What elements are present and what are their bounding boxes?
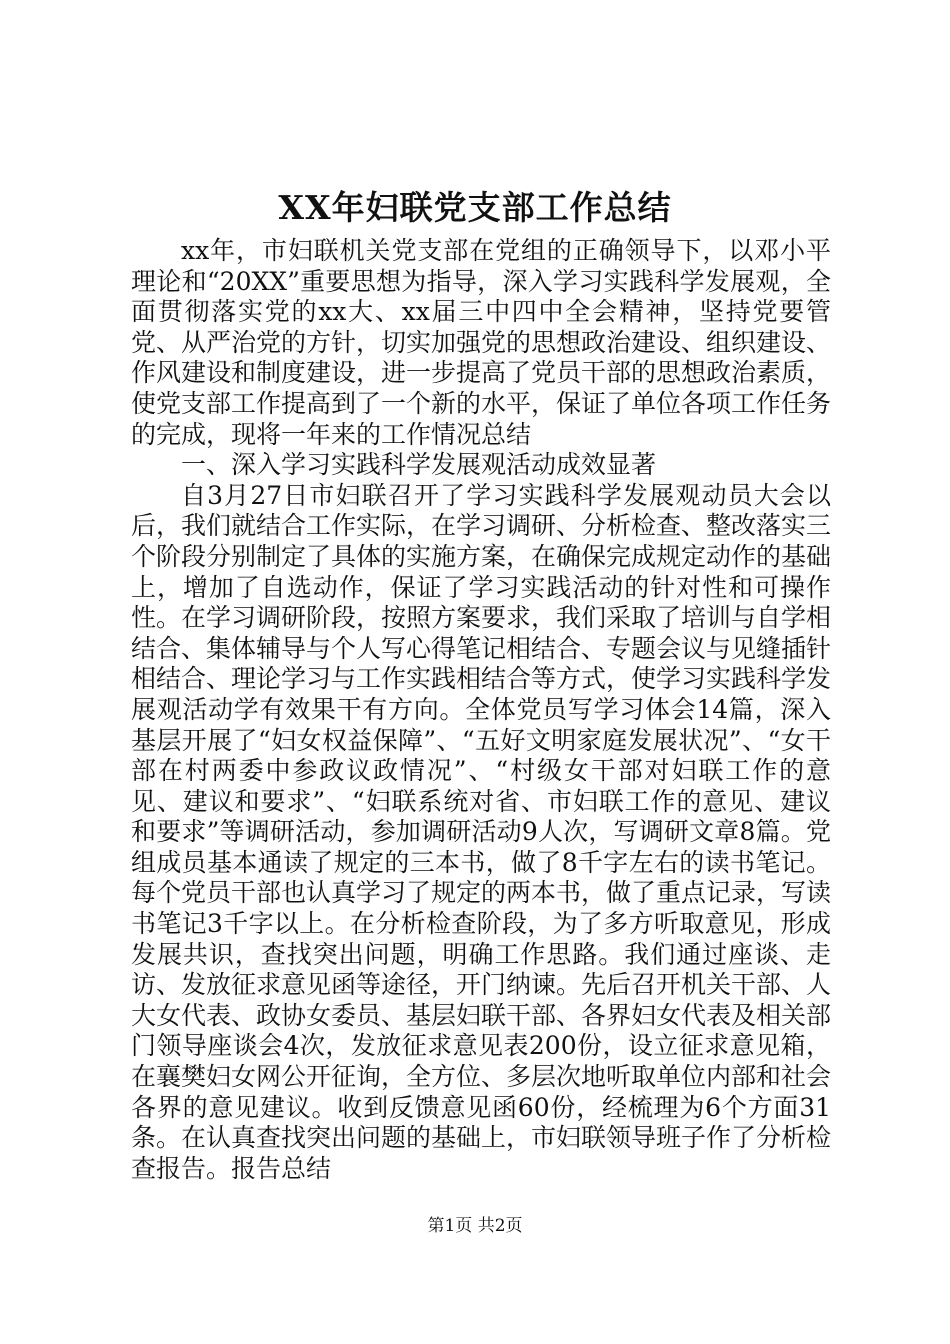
paragraph-intro: xx年，市妇联机关党支部在党组的正确领导下，以邓小平理论和“20XX”重要思想为指导，深入学习实践科学发展观，全面贯彻落实党的xx大、xx届三中四中全会精神，坚持党要管党、从严治党的方针，切实加强党的思想政治建设、组织建设、作风建设和制度建设，进一步提高了党员干部的思想政治素质，使党支部工作提高到了一个新的水平，保证了单位各项工作任务的完成，现将一年来的工作情况总结	[131, 236, 832, 449]
document-body	[131, 236, 831, 1184]
paragraph-section-one: 自3月27日市妇联召开了学习实践科学发展观动员大会以后，我们就结合工作实际，在学习调研、分析检查、整改落实三个阶段分别制定了具体的实施方案，在确保完成规定动作的基础上，增加了自选动作，保证了学习实践活动的针对性和可操作性。在学习调研阶段，按照方案要求，我们采取了培训与自学相结合、集体辅导与个人写心得笔记相结合、专题会议与见缝插针相结合、理论学习与工作实践相结合等方式，使学习实践科学发展观活动学有效果干有方向。全体党员写学习体会14篇，深入基层开展了“妇女权益保障”、“五好文明家庭发展状况”、“女干部在村两委中参政议政情况”、“村级女干部对妇联工作的意见、建议和要求”、“妇联系统对省、市妇联工作的意见、建议和要求”等调研活动，参加调研活动9人次，写调研文章8篇。党组成员基本通读了规定的三本书，做了8千字左右的读书笔记。每个党员干部也认真学习了规定的两本书，做了重点记录，写读书笔记3千字以上。在分析检查阶段，为了多方听取意见，形成发展共识，查找突出问题，明确工作思路。我们通过座谈、走访、发放征求意见函等途径，开门纳谏。先后召开机关干部、人大女代表、政协女委员、基层妇联干部、各界妇女代表及相关部门领导座谈会4次，发放征求意见表200份，设立征求意见箱，在襄樊妇女网公开征询，全方位、多层次地听取单位内部和社会各界的意见建议。收到反馈意见函60份，经梳理为6个方面31条。在认真查找突出问题的基础上，市妇联领导班子作了分析检查报告。报告总结	[131, 480, 832, 1183]
page-footer: 第1页 共2页	[427, 1216, 523, 1236]
document-title: XX年妇联党支部工作总结	[278, 188, 672, 227]
section-heading: 一、深入学习实践科学发展观活动成效显著	[181, 450, 657, 480]
